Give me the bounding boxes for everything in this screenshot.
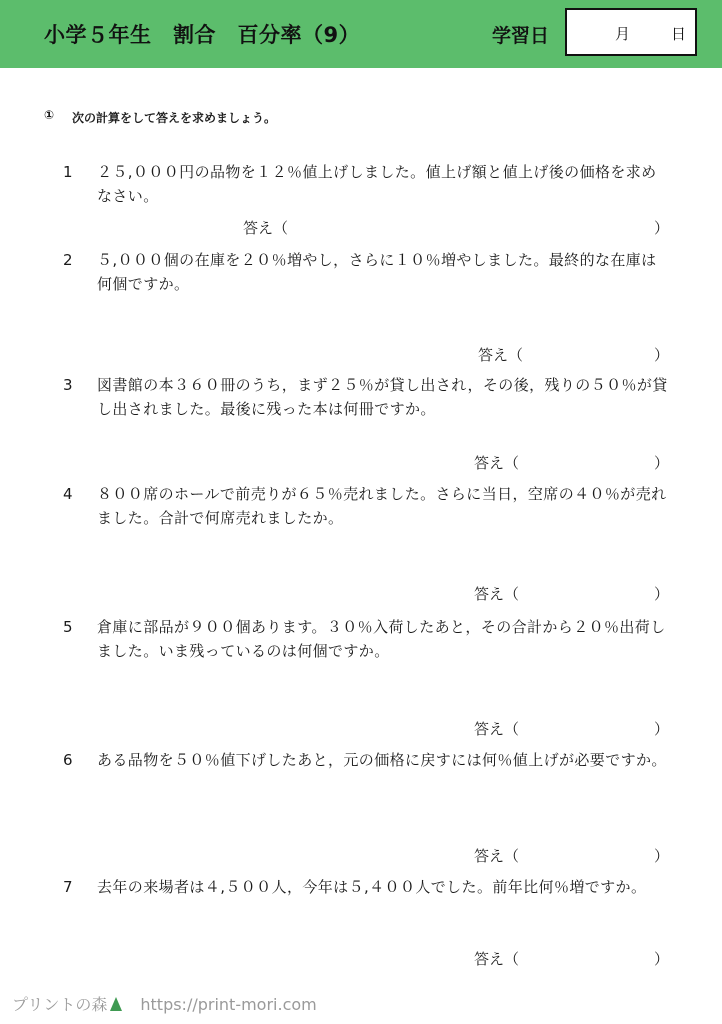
question-number: 5 <box>63 618 73 636</box>
worksheet-title: 小学５年生 割合 百分率（9） <box>44 23 361 47</box>
day-label: 日 <box>671 25 687 43</box>
question-number: 6 <box>63 751 73 769</box>
question-text: 倉庫に部品が９００個あります。３０％入荷したあと，その合計から２０％出荷しました。いま残っているのは何個ですか。 <box>97 618 666 660</box>
instruction-text: 次の計算をして答えを求めましょう。 <box>72 111 277 125</box>
question-text: ５,０００個の在庫を２０％増やし，さらに１０％増やしました。最終的な在庫は何個ですか。 <box>97 251 657 293</box>
tree-icon <box>110 997 122 1011</box>
question-number: 7 <box>63 878 73 896</box>
answer-label: 答え（ <box>474 847 520 865</box>
question-text: ８００席のホールで前売りが６５％売れました。さらに当日，空席の４０％が売れました。合計で何席売れましたか。 <box>97 485 667 527</box>
question-number: 1 <box>63 163 73 181</box>
answer-label: 答え（ <box>474 454 520 472</box>
study-date-label: 学習日 <box>492 25 550 47</box>
answer-close-paren: ） <box>654 950 670 968</box>
question-text: ２５,０００円の品物を１２％値上げしました。値上げ額と値上げ後の価格を求めなさい。 <box>97 163 657 205</box>
answer-close-paren: ） <box>654 454 670 472</box>
answer-close-paren: ） <box>654 585 670 603</box>
header-bar <box>0 0 722 68</box>
answer-close-paren: ） <box>654 219 670 237</box>
question-number: 4 <box>63 485 73 503</box>
answer-close-paren: ） <box>654 720 670 738</box>
site-url-link[interactable]: https://print-mori.com <box>140 995 317 1014</box>
instruction-number: ① <box>44 108 55 122</box>
question-text: 図書館の本３６０冊のうち，まず２５％が貸し出され，その後，残りの５０％が貸し出されました。最後に残った本は何冊ですか。 <box>97 376 668 418</box>
answer-label: 答え（ <box>478 346 524 364</box>
footer <box>12 992 317 1015</box>
answer-label: 答え（ <box>474 950 520 968</box>
month-label: 月 <box>615 25 631 43</box>
answer-label: 答え（ <box>474 585 520 603</box>
answer-label: 答え（ <box>243 219 289 237</box>
question-number: 2 <box>63 251 73 269</box>
answer-label: 答え（ <box>474 720 520 738</box>
answer-close-paren: ） <box>654 346 670 364</box>
question-text: 去年の来場者は４,５００人，今年は５,４００人でした。前年比何％増ですか。 <box>97 878 647 896</box>
question-text: ある品物を５０％値下げしたあと，元の価格に戻すには何％値上げが必要ですか。 <box>97 751 667 769</box>
question-number: 3 <box>63 376 73 394</box>
answer-close-paren: ） <box>654 847 670 865</box>
site-name: プリントの森 <box>12 995 108 1014</box>
